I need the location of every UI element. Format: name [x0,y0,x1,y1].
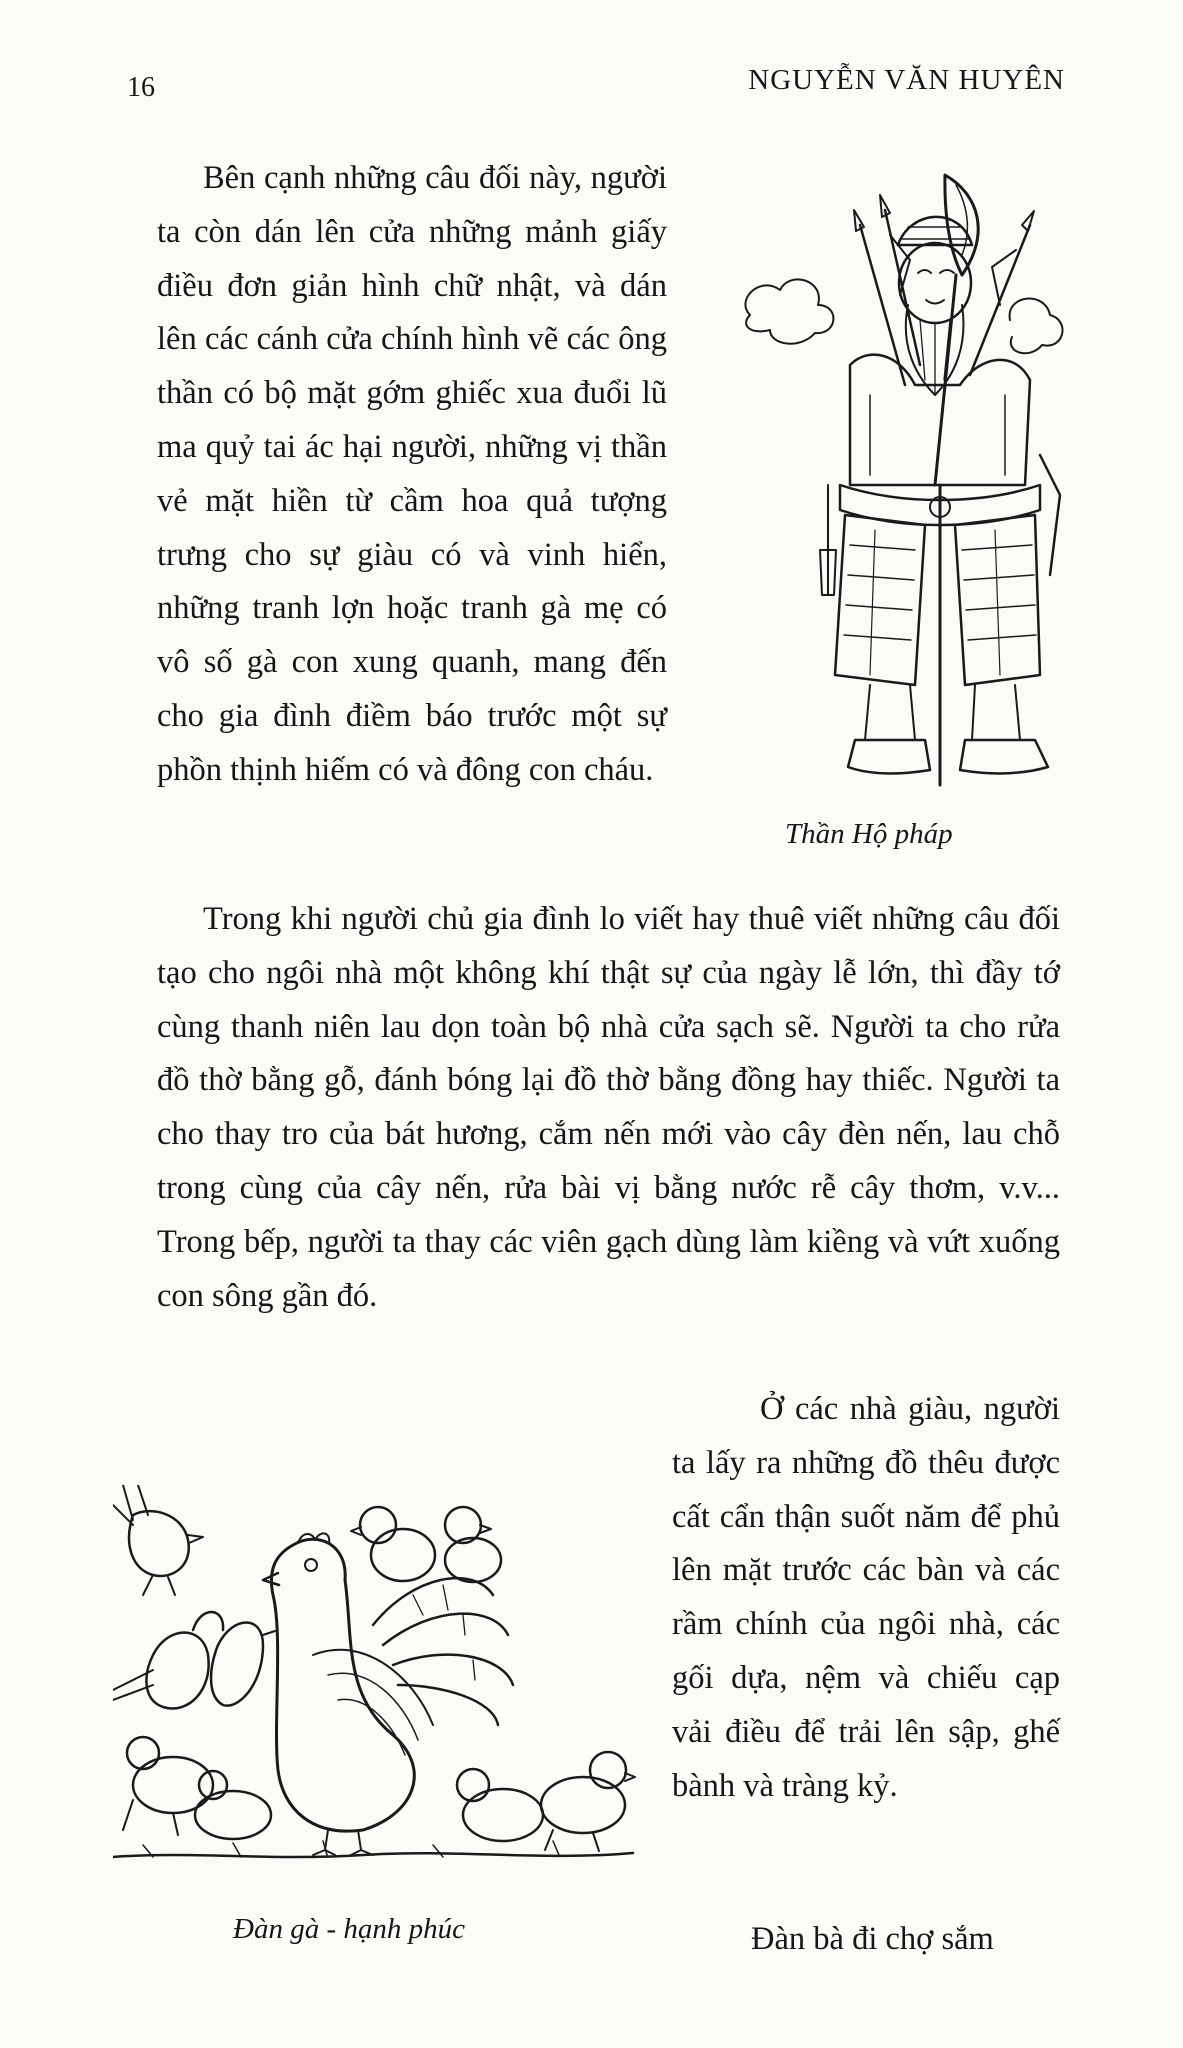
body-paragraph-3: Ở các nhà giàu, người ta lấy ra những đồ thêu được cất cẩn thận suốt năm để phủ lên mặt trước các bàn và các rầm chính của ngôi nhà, các gối dựa, nệm và chiếu cạp vải điều để trải lên sập, ghế bành và tràng kỷ. [672,1391,1060,1804]
body-paragraph-2: Trong khi người chủ gia đình lo viết hay thuê viết những câu đối tạo cho ngôi nhà một không khí thật sự của ngày lễ lớn, thì đầy tớ cùng thanh niên lau dọn toàn bộ nhà cửa sạch sẽ. Người ta cho rửa đồ thờ bằng gỗ, đánh bóng lại đồ thờ bằng đồng hay thiếc. Người ta cho thay tro của bát hương, cắm nến mới vào cây đèn nến, lau chỗ trong cùng của cây nến, rửa bài vị bằng nước rễ cây thơm, v.v... Trong bếp, người ta thay các viên gạch dùng làm kiềng và vứt xuống con sông gần đó. [157,901,1060,1314]
body-paragraph-1: Bên cạnh những câu đối này, người ta còn dán lên cửa những mảnh giấy điều đơn giản hình chữ nhật, và dán lên các cánh cửa chính hình vẽ các ông thần có bộ mặt gớm ghiếc xua đuổi lũ ma quỷ tai ác hại người, những vị thần vẻ mặt hiền từ cầm hoa quả tượng trưng cho sự giàu có và vinh hiển, những tranh lợn hoặc tranh gà mẹ có vô số gà con xung quanh, mang đến cho gia đình điềm báo trước một sự phồn thịnh hiếm có và đông con cháu. [157,160,667,788]
guardian-deity-illustration [730,155,1070,795]
running-head: NGUYỄN VĂN HUYÊN [748,64,1065,96]
hen-caption: Đàn gà - hạnh phúc [233,1913,465,1945]
page-number: 16 [127,72,155,103]
guardian-deity-icon [730,155,1070,795]
hen-and-chicks-illustration [113,1485,638,1870]
hen-and-chicks-icon [113,1485,638,1870]
guardian-caption: Thần Hộ pháp [785,818,953,850]
body-paragraph-4: Đàn bà đi chợ sắm [751,1921,994,1957]
